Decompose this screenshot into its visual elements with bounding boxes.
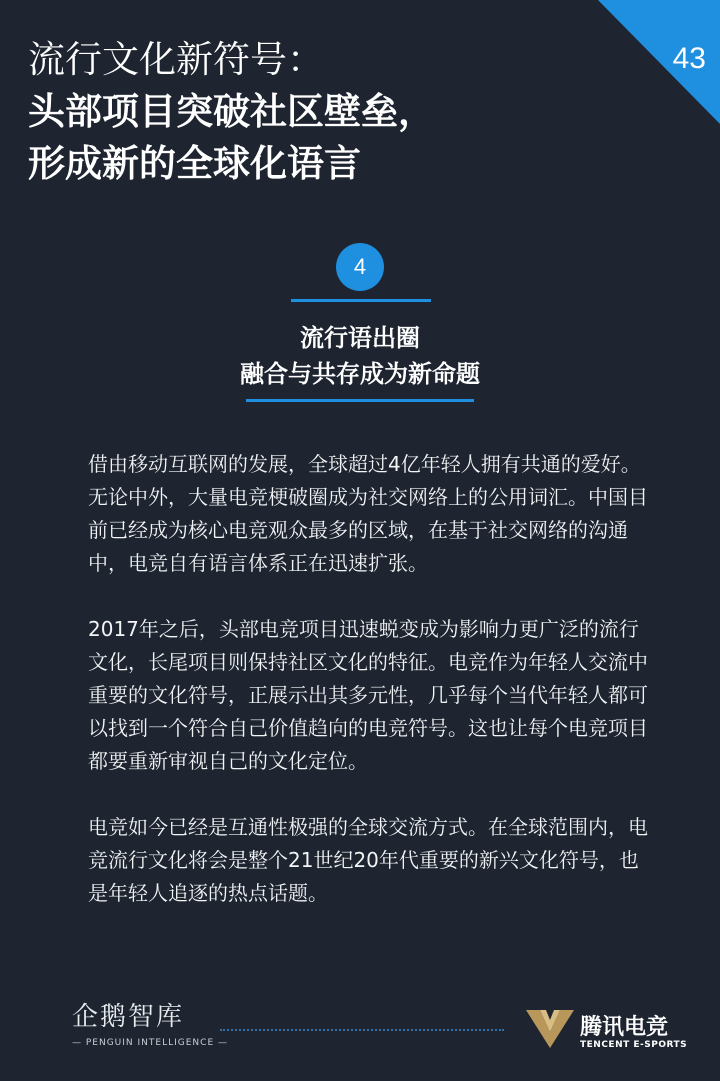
- section-heading-line-2: 融合与共存成为新命题: [240, 360, 480, 388]
- body-text: [88, 448, 648, 943]
- right-logo-name: 腾讯电竞: [580, 1015, 669, 1040]
- paragraph-2: 2017年之后，头部电竞项目迅速蜕变成为影响力更广泛的流行文化，长尾项目则保持社区文化的特征。电竞作为年轻人交流中重要的文化符号，正展示出其多元性，几乎每个当代年轻人都可以找到一个符合自己价值趋向的电竞符号。这也让每个电竞项目都要重新审视自己的文化定位。: [88, 617, 648, 773]
- section-rule-top: [291, 299, 431, 302]
- tencent-esports-emblem-icon: [524, 1006, 576, 1050]
- penguin-intelligence-logo: [72, 1000, 228, 1060]
- left-logo-subtitle: — PENGUIN INTELLIGENCE —: [72, 1038, 228, 1048]
- title-line-2: 头部项目突破社区壁垒，: [28, 90, 435, 133]
- paragraph-3: 电竞如今已经是互通性极强的全球交流方式。在全球范围内，电竞流行文化将会是整个21世纪20年代重要的新兴文化符号，也是年轻人追逐的热点话题。: [88, 815, 648, 905]
- page-number: 43: [672, 42, 706, 75]
- section-rule-bottom: [246, 399, 474, 402]
- title-line-3: 形成新的全球化语言: [28, 142, 361, 185]
- left-logo-name: 企鹅智库: [72, 1002, 185, 1032]
- paragraph-1: 借由移动互联网的发展，全球超过4亿年轻人拥有共通的爱好。无论中外，大量电竞梗破圈成为社交网络上的公用词汇。中国目前已经成为核心电竞观众最多的区域，在基于社交网络的沟通中，电竞自有语言体系正在迅速扩张。: [88, 452, 648, 575]
- page-title: [28, 34, 588, 190]
- section-number-badge: 4: [336, 243, 384, 291]
- title-line-1: 流行文化新符号：: [28, 38, 324, 81]
- tencent-esports-logo: [524, 1006, 704, 1056]
- section-heading-line-1: 流行语出圈: [300, 324, 420, 352]
- right-logo-subtitle: TENCENT E-SPORTS: [580, 1040, 688, 1050]
- section-heading: [160, 320, 560, 392]
- footer-divider: [220, 1029, 504, 1031]
